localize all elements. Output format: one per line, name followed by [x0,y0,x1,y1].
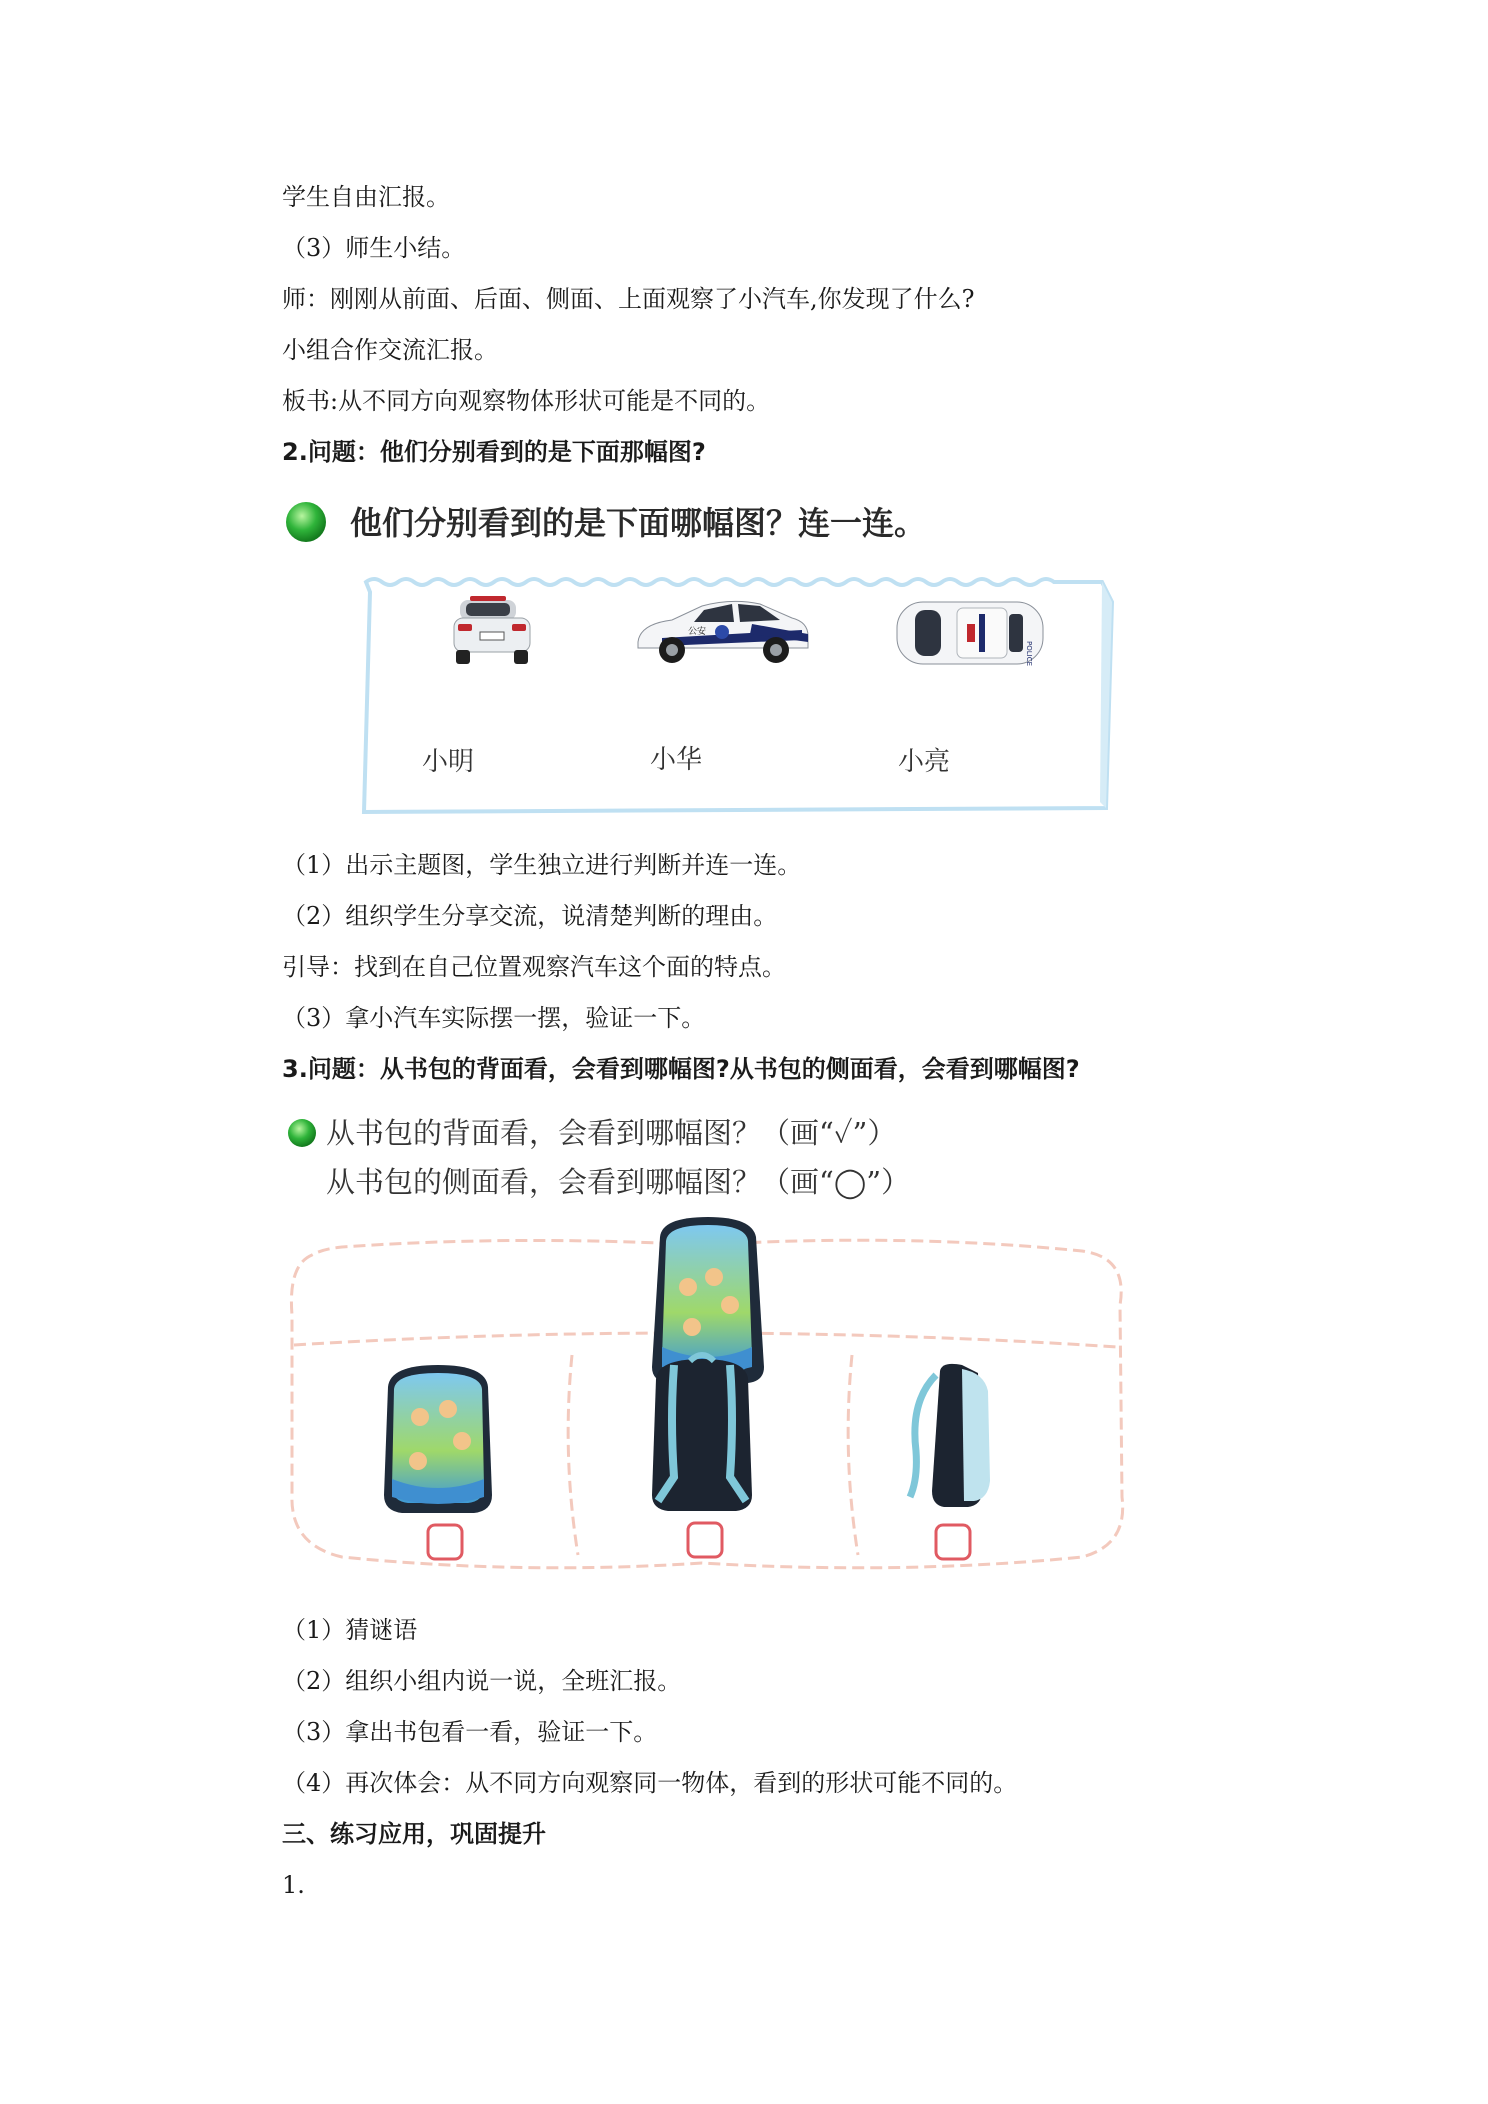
car-figure [282,490,1122,825]
text-line: 板书:从不同方向观察物体形状可能是不同的。 [282,387,771,415]
text-line: （1）出示主题图，学生独立进行判断并连一连。 [282,851,802,879]
text-line: （1）猜谜语 [282,1616,418,1644]
text-line: （3）拿出书包看一看，验证一下。 [282,1718,658,1746]
car-figure-title: 他们分别看到的是下面哪幅图？连一连。 [350,504,927,542]
text-line: 师：刚刚从前面、后面、侧面、上面观察了小汽车,你发现了什么? [282,285,975,313]
text-line: （3）师生小结。 [282,234,466,262]
svg-text:POLICE: POLICE [1025,641,1033,667]
text-line: （3）拿小汽车实际摆一摆，验证一下。 [282,1004,706,1032]
backpack-figure-art [282,1105,1132,1585]
text-line: （2）组织小组内说一说，全班汇报。 [282,1667,682,1695]
frame-divider [848,1355,858,1555]
backpack-side-view [910,1364,990,1507]
green-bullet-icon [286,502,326,542]
name-xiaoming: 小明 [422,747,475,777]
answer-box-1[interactable] [428,1525,462,1559]
frame-divider [568,1355,578,1555]
svg-text:公安: 公安 [688,627,707,637]
car-figure-art [282,490,1122,825]
backpack-back-view [652,1355,752,1511]
answer-box-3[interactable] [936,1525,970,1559]
car-top-view [897,602,1043,666]
backpack-figure [282,1105,1132,1585]
green-bullet-icon [288,1119,316,1147]
backpack-question-1: 从书包的背面看，会看到哪幅图？（画“✓”） [326,1116,897,1150]
name-xiaoliang: 小亮 [898,747,951,777]
backpack-question-2: 从书包的侧面看，会看到哪幅图？（画“◯”） [326,1165,911,1199]
text-line: 学生自由汇报。 [282,183,450,211]
text-line: （4）再次体会：从不同方向观察同一物体，看到的形状可能不同的。 [282,1769,1018,1797]
name-xiaohua: 小华 [650,745,703,775]
section-heading: 三、练习应用，巩固提升 [282,1820,546,1848]
backpack-front-view [384,1365,492,1513]
text-line: 引导：找到在自己位置观察汽车这个面的特点。 [282,953,786,981]
question-heading: 2.问题：他们分别看到的是下面那幅图? [282,438,706,466]
text-line: 1. [282,1871,305,1899]
answer-box-2[interactable] [688,1523,722,1557]
question-heading: 3.问题：从书包的背面看，会看到哪幅图?从书包的侧面看，会看到哪幅图? [282,1055,1080,1083]
text-line: （2）组织学生分享交流，说清楚判断的理由。 [282,902,778,930]
text-line: 小组合作交流汇报。 [282,336,498,364]
